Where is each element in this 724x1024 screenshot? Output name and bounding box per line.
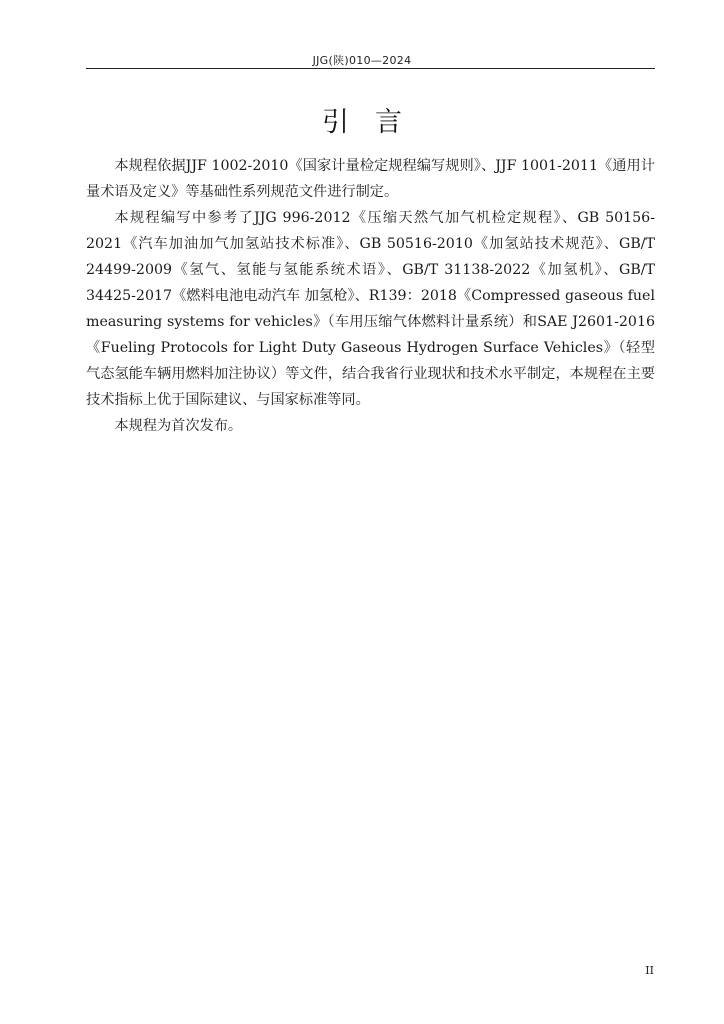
- page-number: II: [645, 964, 654, 977]
- paragraph-references: 本规程编写中参考了JJG 996-2012《压缩天然气加气机检定规程》、GB 50156-2021《汽车加油加气加氢站技术标准》、GB 50516-2010《加氢站技术规范》、GB/T 24499-2009《氢气、氢能与氢能系统术语》、GB/T 31138-2022《加氢机》、GB/T 34425-2017《燃料电池电动汽车 加氢枪》、R139：2018《Compressed gaseous fuel measuring systems for vehicles》（车用压缩气体燃料计量系统）和SAE J2601-2016《Fueling Protocols for Light Duty Gaseous Hydrogen Surface Vehicles》（轻型气态氢能车辆用燃料加注协议）等文件，结合我省行业现状和技术水平制定，本规程在主要技术指标上优于国际建议、与国家标准等同。: [86, 210, 655, 408]
- body-text: [86, 153, 655, 439]
- paragraph-first-release: 本规程为首次发布。: [114, 418, 243, 434]
- header-rule: [86, 68, 655, 69]
- page-title: 引言: [322, 107, 428, 138]
- paragraph-basis: 本规程依据JJF 1002-2010《国家计量检定规程编写规则》、JJF 1001-2011《通用计量术语及定义》等基础性系列规范文件进行制定。: [86, 158, 655, 200]
- running-header: JJG(陕)010—2024: [312, 54, 412, 67]
